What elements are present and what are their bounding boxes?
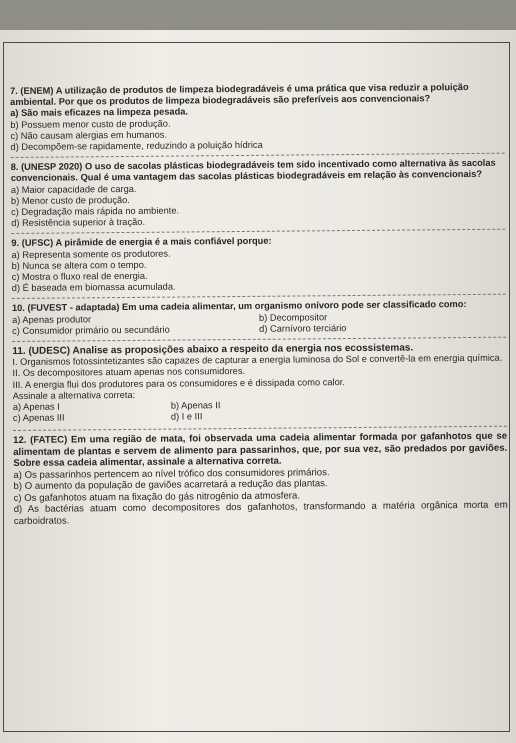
statement-1: I. Organismos fotossintetizantes são capazes de capturar a energia luminosa do Sol e convertê-la em energia química. [12, 352, 503, 368]
question-stem: 7. (ENEM) A utilização de produtos de limpeza biodegradáveis é uma prática que visa reduzir a poluição ambiental. Por que os produtos de limpeza biodegradáveis são preferíveis aos convencionais? [10, 81, 469, 108]
divider [12, 337, 506, 342]
question-8 [11, 158, 506, 230]
option-d: d) Carnívoro terciário [259, 322, 347, 334]
question-9 [11, 234, 505, 294]
statement-3: III. A energia flui dos produtores para os consumidores e é dissipada como calor. [12, 376, 345, 390]
option-b: b) Decompositor [258, 311, 328, 323]
question-stem: 11. (UDESC) Analise as proposições abaixo a respeito da energia nos ecossistemas. [12, 342, 414, 358]
option-c: c) Mostra o fluxo real de energia. [11, 270, 148, 283]
option-b: b) O aumento da população de gaviões acarretará a redução das plantas. [13, 478, 328, 493]
option-b: b) Nunca se altera com o tempo. [11, 259, 147, 271]
option-b: b) Apenas II [170, 400, 221, 411]
option-d: d) É baseada em biomassa acumulada. [11, 281, 176, 294]
questions-list [10, 82, 508, 528]
divider [13, 426, 507, 431]
question-prompt: Assinale a alternativa correta: [12, 389, 136, 401]
divider [11, 229, 505, 234]
option-b: b) Menor custo de produção. [10, 194, 130, 206]
option-b: b) Possuem menor custo de produção. [10, 118, 171, 130]
question-stem: 12. (FATEC) Em uma região de mata, foi observada uma cadeia alimentar formada por gafanhotos que se alimentam de plantas e servem de alimento para passarinhos, que, por sua vez, são predados por gaviões. Sobre essa cadeia alimentar, assinale a alternativa correta. [13, 431, 508, 470]
option-a: a) Representa somente os produtores. [11, 248, 171, 260]
option-d: d) I e III [170, 411, 203, 422]
option-d: d) Decompõem-se rapidamente, reduzindo a poluição hídrica [10, 139, 263, 153]
option-c: c) Degradação mais rápida no ambiente. [11, 205, 180, 218]
statement-2: II. Os decompositores atuam apenas nos consumidores. [12, 366, 246, 379]
option-a: a) Os passarinhos pertencem ao nível trófico dos consumidores primários. [13, 467, 330, 481]
option-c: c) Os gafanhotos atuam na fixação do gás nitrogênio da atmosfera. [13, 490, 301, 504]
question-11 [12, 342, 507, 425]
option-c: c) Apenas III [12, 412, 65, 424]
option-a: a) São mais eficazes na limpeza pesada. [10, 106, 189, 119]
question-10 [12, 299, 506, 337]
question-stem: 8. (UNESP 2020) O uso de sacolas plásticas biodegradáveis tem sido incentivado como alternativa às sacolas convencionais. Qual é uma vantagem das sacolas plásticas biodegradáveis em relação às convencionais? [10, 157, 496, 184]
option-d: d) Resistência superior à tração. [11, 217, 146, 229]
question-stem: 9. (UFSC) A pirâmide de energia é a mais confiável porque: [11, 236, 272, 249]
paper-sheet [0, 30, 516, 743]
option-c: c) Consumidor primário ou secundário [12, 324, 170, 336]
option-a: a) Maior capacidade de carga. [10, 183, 137, 195]
divider [11, 153, 505, 158]
question-stem: 10. (FUVEST - adaptada) Em uma cadeia alimentar, um organismo onívoro pode ser classificado como: [11, 299, 467, 314]
option-a: a) Apenas produtor [11, 313, 92, 325]
option-d: d) As bactérias atuam como decompositores dos gafanhotos, transformando a matéria orgânica morta em carboidratos. [13, 500, 508, 527]
option-a: a) Apenas I [12, 401, 60, 413]
divider [12, 294, 506, 299]
question-12 [13, 431, 508, 527]
option-c: c) Não causam alergias em humanos. [10, 129, 168, 141]
question-7 [10, 82, 505, 154]
